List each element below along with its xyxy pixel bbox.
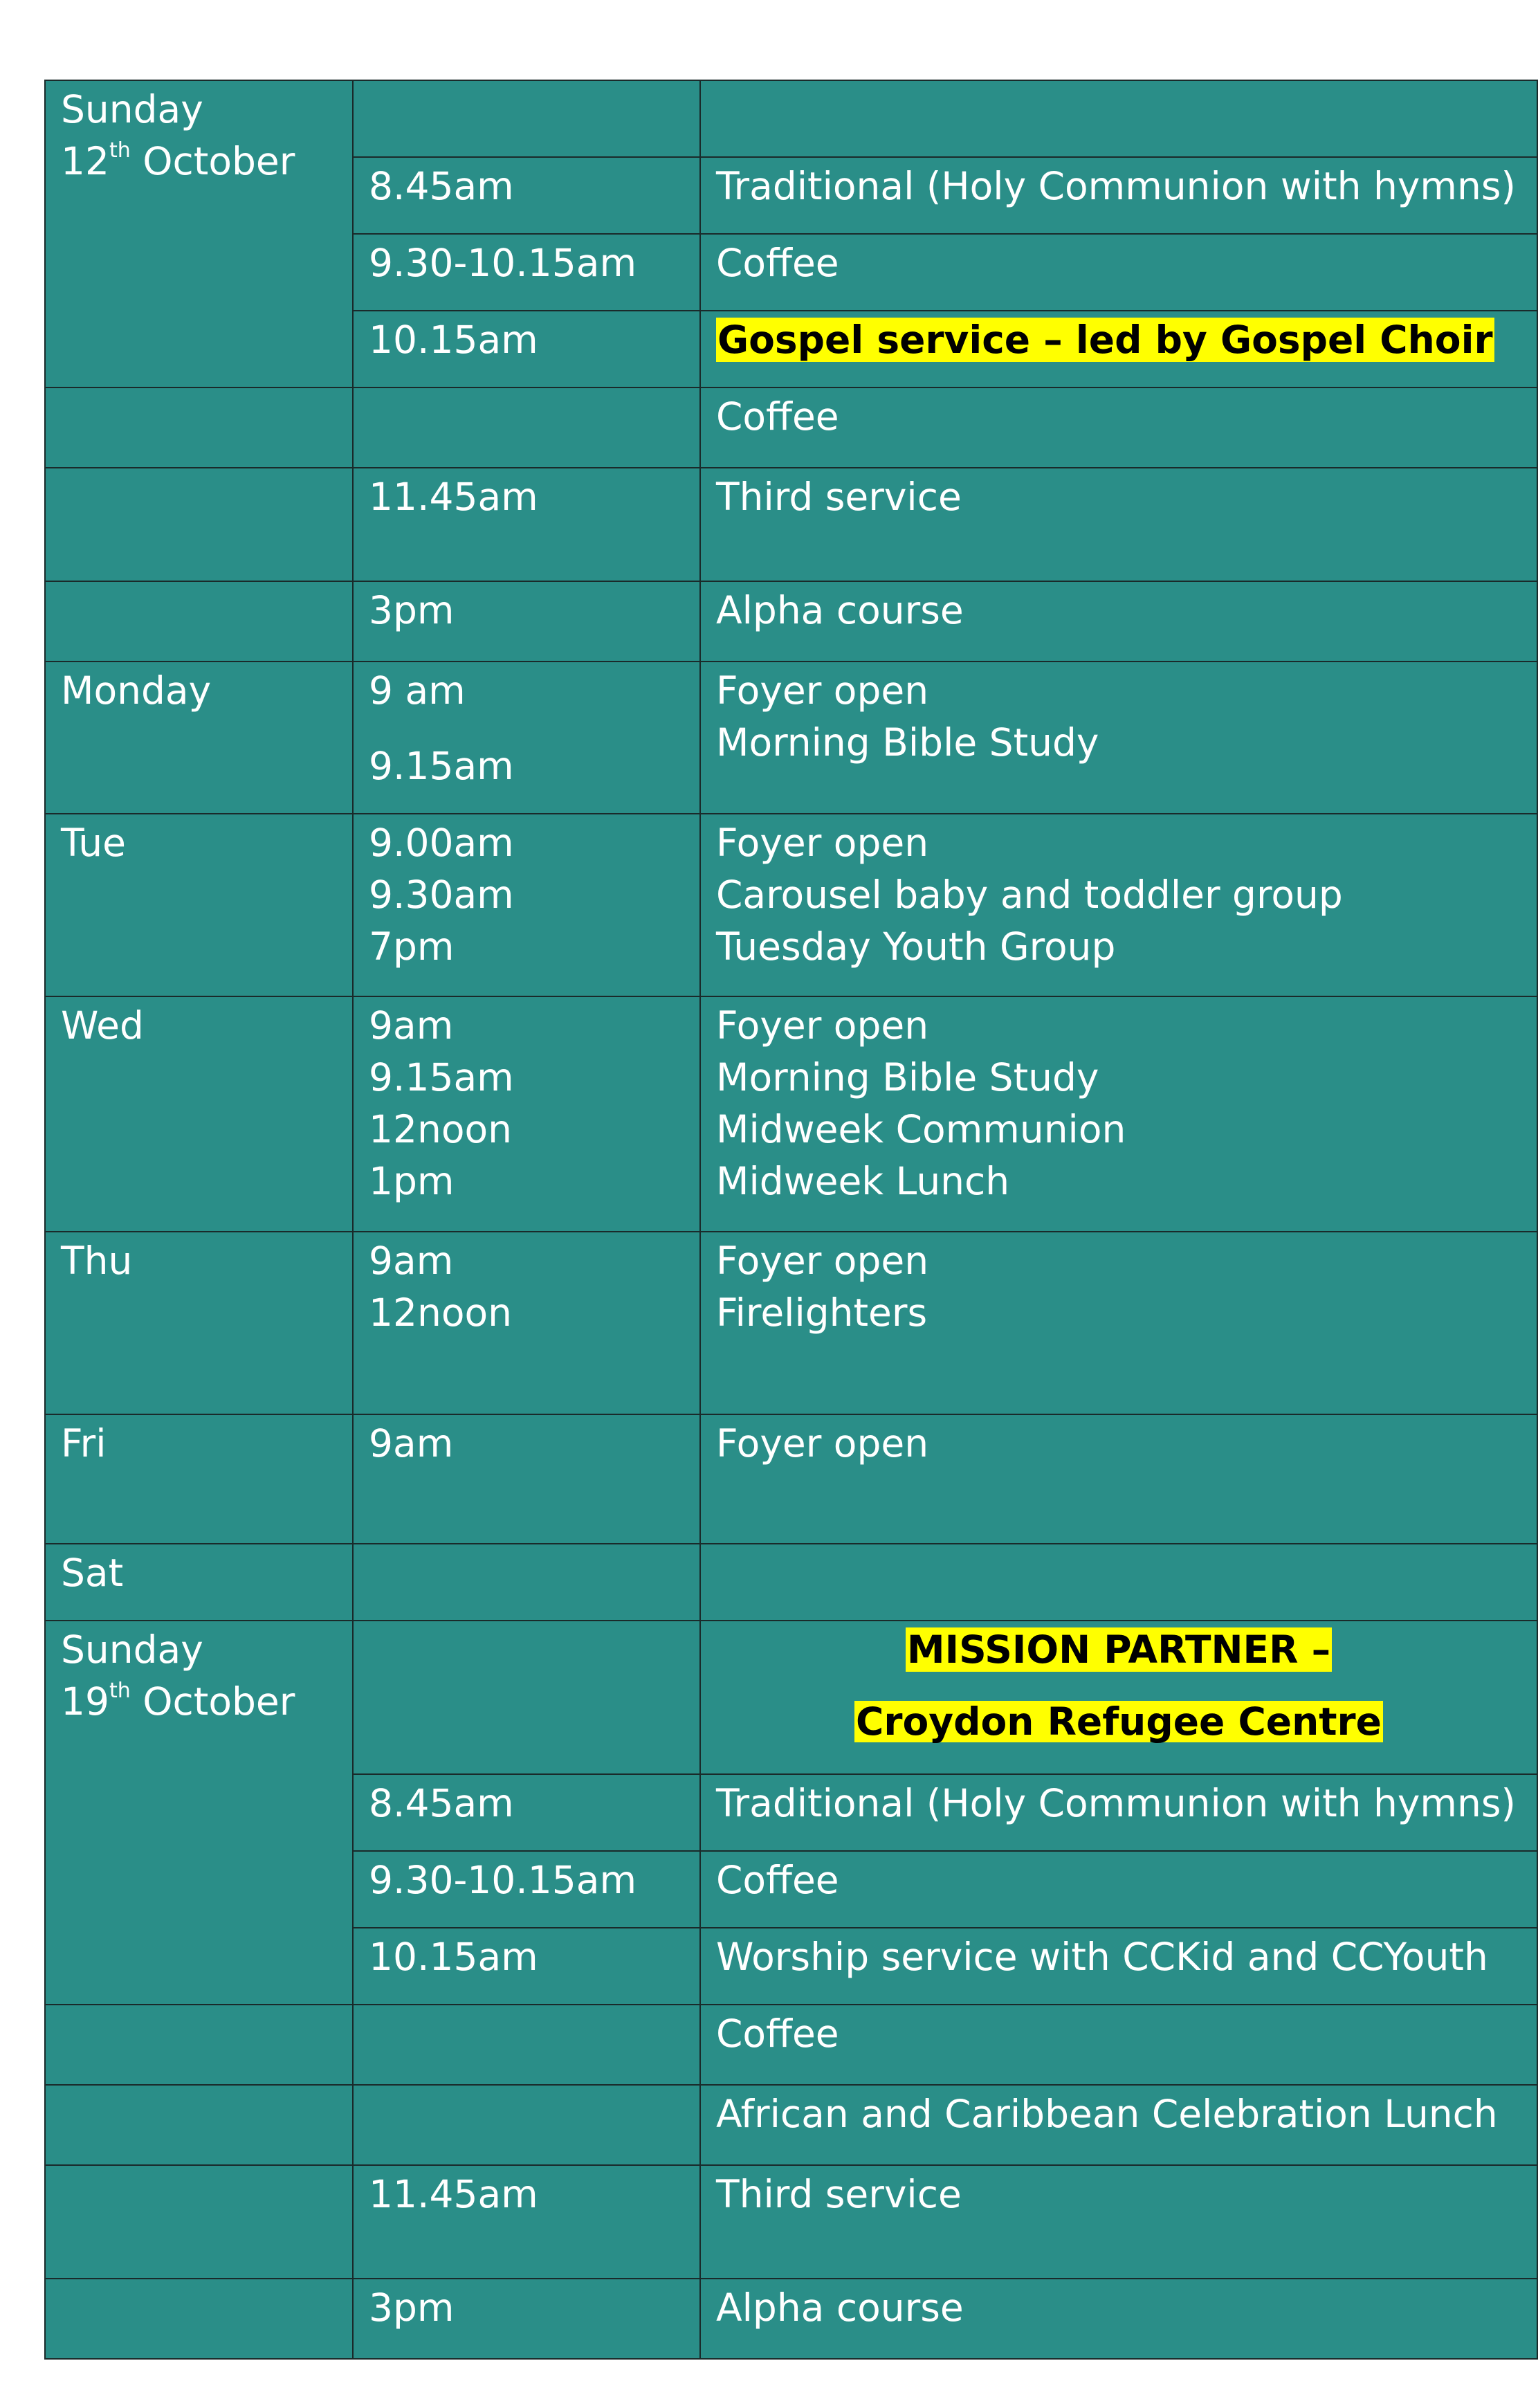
time-cell bbox=[353, 1232, 700, 1414]
date-number: 12 bbox=[61, 139, 109, 183]
gospel-service-highlight: Gospel service – led by Gospel Choir bbox=[717, 318, 1493, 362]
time-entry: 1pm bbox=[369, 1159, 455, 1203]
event-entry: Foyer open bbox=[716, 1239, 929, 1283]
day-cell bbox=[45, 581, 353, 662]
event-cell: Alpha course bbox=[700, 581, 1537, 662]
day-cell-friday: Fri bbox=[45, 1414, 353, 1544]
time-entry: 9.30am bbox=[369, 873, 514, 917]
event-cell: Coffee bbox=[700, 2005, 1537, 2085]
event-cell: Foyer open bbox=[700, 1414, 1537, 1544]
time-cell: 9.30-10.15am bbox=[353, 1851, 700, 1928]
event-entry: Carousel baby and toddler group bbox=[716, 873, 1343, 917]
date-month: October bbox=[143, 139, 295, 183]
day-cell-sunday-12 bbox=[45, 80, 353, 387]
day-cell-wednesday: Wed bbox=[45, 996, 353, 1232]
event-cell bbox=[700, 662, 1537, 814]
day-cell bbox=[45, 2279, 353, 2359]
day-cell bbox=[45, 2005, 353, 2085]
event-cell: Third service bbox=[700, 2165, 1537, 2279]
event-entry: Firelighters bbox=[716, 1290, 928, 1335]
time-cell: 9am bbox=[353, 1414, 700, 1544]
table-row-tuesday bbox=[45, 814, 1537, 996]
time-entry: 12noon bbox=[369, 1107, 513, 1151]
event-cell bbox=[700, 996, 1537, 1232]
event-cell bbox=[700, 814, 1537, 996]
time-cell: 8.45am bbox=[353, 1774, 700, 1851]
event-cell bbox=[700, 1544, 1537, 1621]
event-cell bbox=[700, 311, 1537, 387]
event-cell bbox=[700, 80, 1537, 157]
table-row bbox=[45, 2279, 1537, 2359]
date-number: 19 bbox=[61, 1679, 109, 1724]
time-cell: 3pm bbox=[353, 2279, 700, 2359]
time-cell bbox=[353, 1544, 700, 1621]
time-cell: 11.45am bbox=[353, 2165, 700, 2279]
date-label bbox=[61, 136, 352, 188]
time-cell: 3pm bbox=[353, 581, 700, 662]
event-cell: Coffee bbox=[700, 1851, 1537, 1928]
day-label: Sunday bbox=[61, 1627, 203, 1672]
time-cell: 8.45am bbox=[353, 157, 700, 234]
event-entry: Tuesday Youth Group bbox=[716, 924, 1116, 969]
date-suffix: th bbox=[109, 1678, 131, 1703]
date-month: October bbox=[143, 1679, 295, 1724]
time-cell bbox=[353, 80, 700, 157]
table-row bbox=[45, 1621, 1537, 1774]
mission-partner-heading: MISSION PARTNER – bbox=[906, 1627, 1331, 1672]
table-row bbox=[45, 80, 1537, 157]
day-cell bbox=[45, 2085, 353, 2165]
time-entry: 9.15am bbox=[369, 1055, 514, 1100]
event-entry: Midweek Lunch bbox=[716, 1159, 1010, 1203]
day-cell-sunday-19 bbox=[45, 1621, 353, 2005]
table-row bbox=[45, 387, 1537, 468]
table-row bbox=[45, 2005, 1537, 2085]
time-cell: 10.15am bbox=[353, 311, 700, 387]
time-cell: 9.30-10.15am bbox=[353, 234, 700, 311]
time-cell bbox=[353, 662, 700, 814]
time-cell bbox=[353, 2085, 700, 2165]
church-schedule-table bbox=[44, 80, 1538, 2360]
event-entry: Morning Bible Study bbox=[716, 1055, 1099, 1100]
day-cell-monday: Monday bbox=[45, 662, 353, 814]
event-cell: African and Caribbean Celebration Lunch bbox=[700, 2085, 1537, 2165]
time-cell: 11.45am bbox=[353, 468, 700, 581]
table-row bbox=[45, 581, 1537, 662]
table-row bbox=[45, 468, 1537, 581]
day-cell-tuesday: Tue bbox=[45, 814, 353, 996]
event-entry: Midweek Communion bbox=[716, 1107, 1126, 1151]
time-cell bbox=[353, 814, 700, 996]
event-cell: Coffee bbox=[700, 234, 1537, 311]
event-entry: Foyer open bbox=[716, 1003, 929, 1048]
table-row-monday bbox=[45, 662, 1537, 814]
date-suffix: th bbox=[109, 138, 131, 163]
table-row-saturday bbox=[45, 1544, 1537, 1621]
time-entry: 12noon bbox=[369, 1290, 513, 1335]
time-entry: 9.00am bbox=[369, 821, 514, 865]
table-row-thursday bbox=[45, 1232, 1537, 1414]
event-entry: Foyer open bbox=[716, 668, 929, 713]
event-entry: Foyer open bbox=[716, 821, 929, 865]
day-cell bbox=[45, 468, 353, 581]
event-cell: Alpha course bbox=[700, 2279, 1537, 2359]
event-cell: Traditional (Holy Communion with hymns) bbox=[700, 157, 1537, 234]
day-label: Sunday bbox=[61, 87, 203, 131]
table-row-friday bbox=[45, 1414, 1537, 1544]
event-cell: Worship service with CCKid and CCYouth bbox=[700, 1928, 1537, 2005]
day-cell bbox=[45, 387, 353, 468]
event-entry: Morning Bible Study bbox=[716, 720, 1099, 765]
mission-partner-name: Croydon Refugee Centre bbox=[856, 1699, 1382, 1744]
day-cell bbox=[45, 2165, 353, 2279]
time-cell bbox=[353, 387, 700, 468]
table-row-wednesday bbox=[45, 996, 1537, 1232]
time-entry: 7pm bbox=[369, 924, 455, 969]
event-cell: Third service bbox=[700, 468, 1537, 581]
event-cell: Coffee bbox=[700, 387, 1537, 468]
time-entry: 9am bbox=[369, 1003, 454, 1048]
event-cell bbox=[700, 1232, 1537, 1414]
event-cell: Traditional (Holy Communion with hymns) bbox=[700, 1774, 1537, 1851]
day-cell-saturday: Sat bbox=[45, 1544, 353, 1621]
time-entry: 9.15am bbox=[369, 744, 514, 788]
time-cell bbox=[353, 2005, 700, 2085]
time-cell: 10.15am bbox=[353, 1928, 700, 2005]
time-entry: 9am bbox=[369, 1239, 454, 1283]
day-cell-thursday: Thu bbox=[45, 1232, 353, 1414]
time-cell bbox=[353, 1621, 700, 1774]
table-row bbox=[45, 2165, 1537, 2279]
time-cell bbox=[353, 996, 700, 1232]
table-row bbox=[45, 2085, 1537, 2165]
date-label bbox=[61, 1676, 352, 1728]
time-entry: 9 am bbox=[369, 668, 466, 713]
mission-partner-cell bbox=[700, 1621, 1537, 1774]
